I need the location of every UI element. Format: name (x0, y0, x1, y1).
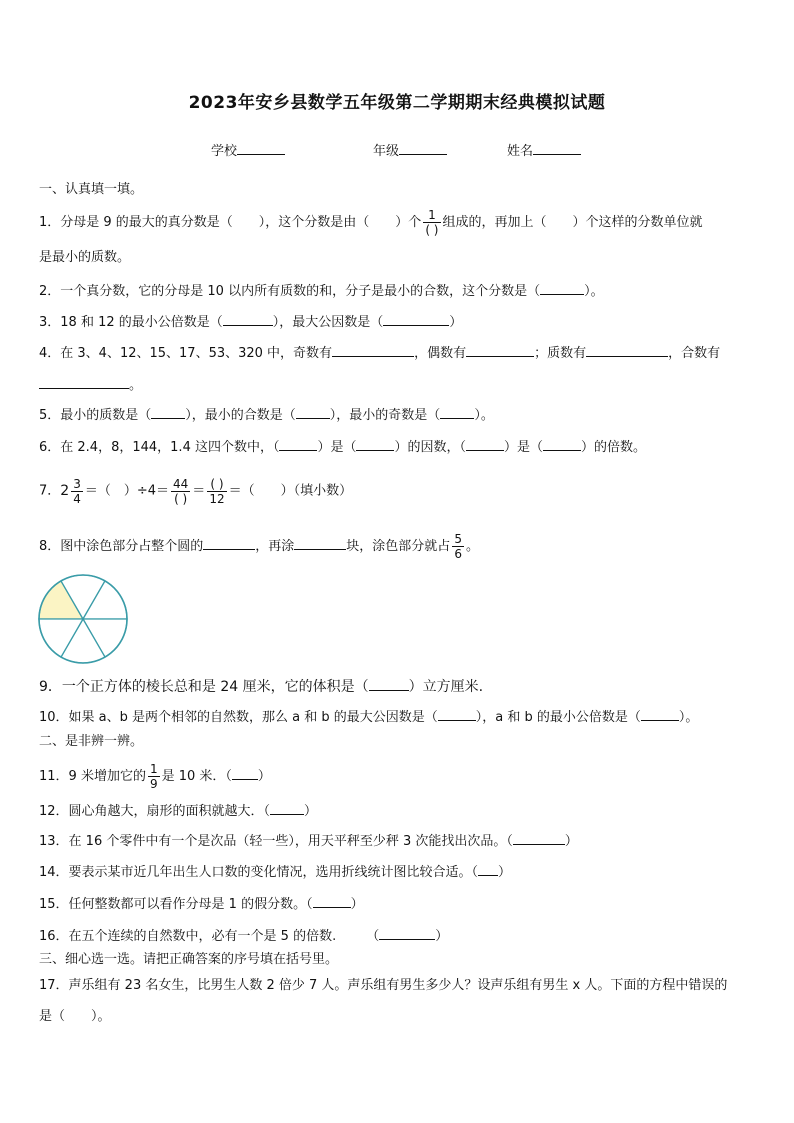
q3-blank-1[interactable] (223, 311, 273, 326)
q11-blank[interactable] (232, 765, 258, 780)
question-12: 12．圆心角越大，扇形的面积就越大．（ ） (39, 800, 317, 822)
q4-blank-prime[interactable] (586, 342, 668, 357)
grade-field: 年级 (373, 140, 447, 159)
grade-blank[interactable] (399, 140, 447, 155)
question-4: 4．在 3、4、12、15、17、53、320 中，奇数有 ，偶数有 ；质数有 ，合数有 (39, 342, 720, 364)
q3-blank-2[interactable] (383, 311, 449, 326)
question-13: 13．在 16 个零件中有一个是次品（轻一些），用天平秤至少秤 3 次能找出次品。（ ） (39, 830, 578, 852)
question-9: 9．一个正方体的棱长总和是 24 厘米，它的体积是（ ）立方厘米. (39, 676, 483, 697)
q10-blank-2[interactable] (641, 706, 679, 721)
q4-blank-even[interactable] (466, 342, 534, 357)
q4-blank-composite[interactable] (39, 374, 129, 389)
q15-blank[interactable] (313, 893, 351, 908)
q2-blank[interactable] (540, 280, 584, 295)
pie-circle-svg (37, 573, 129, 665)
section-heading-1: 一、认真填一填。 (39, 182, 144, 197)
question-17-cont: 是（ ）。 (39, 1009, 111, 1024)
q12-blank[interactable] (270, 800, 304, 815)
name-field: 姓名 (507, 140, 581, 159)
pie-circle-figure (37, 573, 129, 669)
question-10: 10．如果 a、b 是两个相邻的自然数，那么 a 和 b 的最大公因数是（ ），a 和 b 的最小公倍数是（ ）。 (39, 706, 698, 728)
q10-blank-1[interactable] (438, 706, 476, 721)
fraction-1-over-9: $\frac{1}{9}$ (149, 762, 158, 791)
q6-blank-4[interactable] (543, 436, 581, 451)
question-11: 11．9 米增加它的 $\frac{1}{9}$ 是 10 米．（ ） (39, 762, 271, 791)
q9-blank[interactable] (369, 676, 409, 691)
q5-blank-3[interactable] (440, 404, 474, 419)
question-16: 16．在五个连续的自然数中，必有一个是 5 的倍数. （ ） (39, 925, 448, 947)
q6-blank-2[interactable] (356, 436, 394, 451)
school-blank[interactable] (237, 140, 285, 155)
fraction-1-over-blank: $\frac{1}{( )}$ (425, 208, 439, 237)
question-14: 14．要表示某市近几年出生人口数的变化情况，选用折线统计图比较合适。（ ） (39, 861, 511, 883)
question-15: 15．任何整数都可以看作分母是 1 的假分数。（ ） (39, 893, 364, 915)
question-1: 1．分母是 9 的最大的真分数是（ ），这个分数是由（ ）个 $\frac{1}{( )}$ 组成的，再加上（ ）个这样的分数单位就 (39, 208, 703, 237)
q13-blank[interactable] (513, 830, 565, 845)
q14-blank[interactable] (478, 861, 498, 876)
question-7: 7．2 $\frac{3}{4}$ ＝（ ）÷4＝ $\frac{44}{( )}$ ＝ $\frac{( )}{12}$ ＝（ ）（填小数） (39, 476, 353, 506)
question-4-cont: 。 (39, 374, 142, 396)
page-title: 2023年安乡县数学五年级第二学期期末经典模拟试题 (188, 93, 606, 113)
question-1-cont: 是最小的质数。 (39, 250, 131, 265)
q16-blank[interactable] (379, 925, 435, 940)
fraction-blank-over-12: $\frac{( )}{12}$ (209, 476, 225, 506)
question-3: 3．18 和 12 的最小公倍数是（ ），最大公因数是（ ） (39, 311, 462, 333)
q5-blank-2[interactable] (296, 404, 330, 419)
question-5: 5．最小的质数是（ ），最小的合数是（ ），最小的奇数是（ ）。 (39, 404, 494, 426)
q8-blank-2[interactable] (294, 535, 346, 550)
q4-blank-odd[interactable] (332, 342, 414, 357)
fraction-5-over-6: $\frac{5}{6}$ (454, 532, 462, 561)
question-8: 8．图中涂色部分占整个圆的 ，再涂 块，涂色部分就占 $\frac{5}{6}$ 。 (39, 532, 479, 561)
question-17: 17．声乐组有 23 名女生，比男生人数 2 倍少 7 人。声乐组有男生多少人？设声乐组有男生 x 人。下面的方程中错误的 (39, 978, 728, 993)
school-field: 学校 (211, 140, 285, 159)
q5-blank-1[interactable] (151, 404, 185, 419)
section-heading-3: 三、细心选一选。请把正确答案的序号填在括号里。 (39, 952, 339, 967)
q6-blank-3[interactable] (466, 436, 504, 451)
fraction-3-over-4: $\frac{3}{4}$ (73, 476, 81, 506)
q8-blank-1[interactable] (203, 535, 255, 550)
fraction-44-over-blank: $\frac{44}{( )}$ (173, 476, 189, 506)
name-blank[interactable] (533, 140, 581, 155)
question-2: 2．一个真分数，它的分母是 10 以内所有质数的和，分子是最小的合数，这个分数是（ ）。 (39, 280, 604, 302)
q6-blank-1[interactable] (279, 436, 317, 451)
question-6: 6．在 2.4，8，144，1.4 这四个数中，（ ）是（ ）的因数，（ ）是（ ）的倍数。 (39, 436, 646, 458)
section-heading-2: 二、是非辨一辨。 (39, 734, 144, 749)
